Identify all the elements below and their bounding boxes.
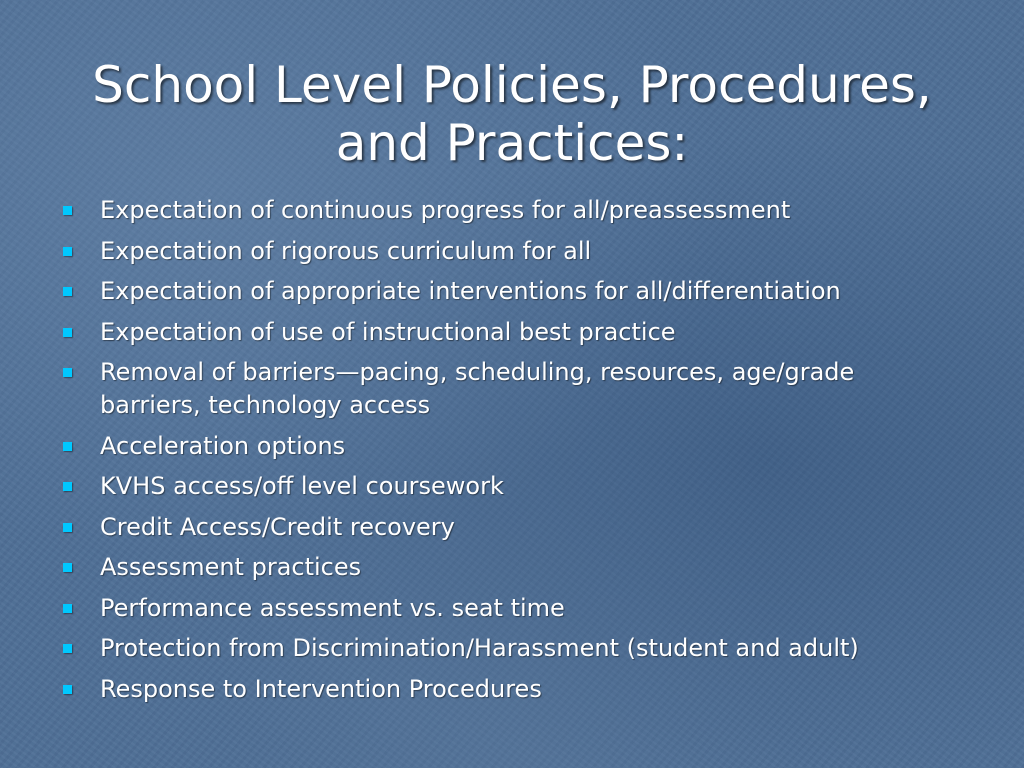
square-bullet-icon [63,644,72,653]
bullet-item [60,470,960,503]
bullet-item [60,235,960,268]
square-bullet-icon [63,206,72,215]
bullet-item [60,511,960,544]
bullet-text: Protection from Discrimination/Harassment (student and adult) [100,634,859,662]
bullet-text: KVHS access/off level coursework [100,472,504,500]
square-bullet-icon [63,685,72,694]
bullet-text: Expectation of use of instructional best practice [100,317,676,346]
square-bullet-icon [63,523,72,532]
square-bullet-icon [63,287,72,296]
square-bullet-icon [63,328,72,337]
bullet-item [60,673,960,706]
bullet-text: Expectation of appropriate interventions for all/differentiation [100,277,841,305]
bullet-text: Performance assessment vs. seat time [100,593,565,622]
bullet-item [60,551,960,584]
slide-title: School Level Policies, Procedures, and Practices: [92,56,932,172]
bullet-text: Acceleration options [100,431,346,460]
square-bullet-icon [63,563,72,572]
bullet-text: Removal of barriers—pacing, scheduling, resources, age/grade barriers, technology access [100,358,855,419]
bullet-item [60,592,960,625]
bullet-item [60,632,960,665]
bullet-item [60,356,960,422]
bullet-text: Assessment practices [100,553,362,581]
bullet-text: Expectation of rigorous curriculum for all [100,236,592,265]
bullet-item [60,430,960,463]
bullet-item [60,316,960,349]
bullet-text: Credit Access/Credit recovery [100,512,455,541]
square-bullet-icon [63,482,72,491]
bullet-item [60,275,960,308]
bullet-list [60,194,960,713]
square-bullet-icon [63,247,72,256]
bullet-text: Expectation of continuous progress for all/preassessment [100,196,791,224]
bullet-item [60,194,960,227]
bullet-text: Response to Intervention Procedures [100,674,542,703]
square-bullet-icon [63,368,72,377]
square-bullet-icon [63,442,72,451]
square-bullet-icon [63,604,72,613]
